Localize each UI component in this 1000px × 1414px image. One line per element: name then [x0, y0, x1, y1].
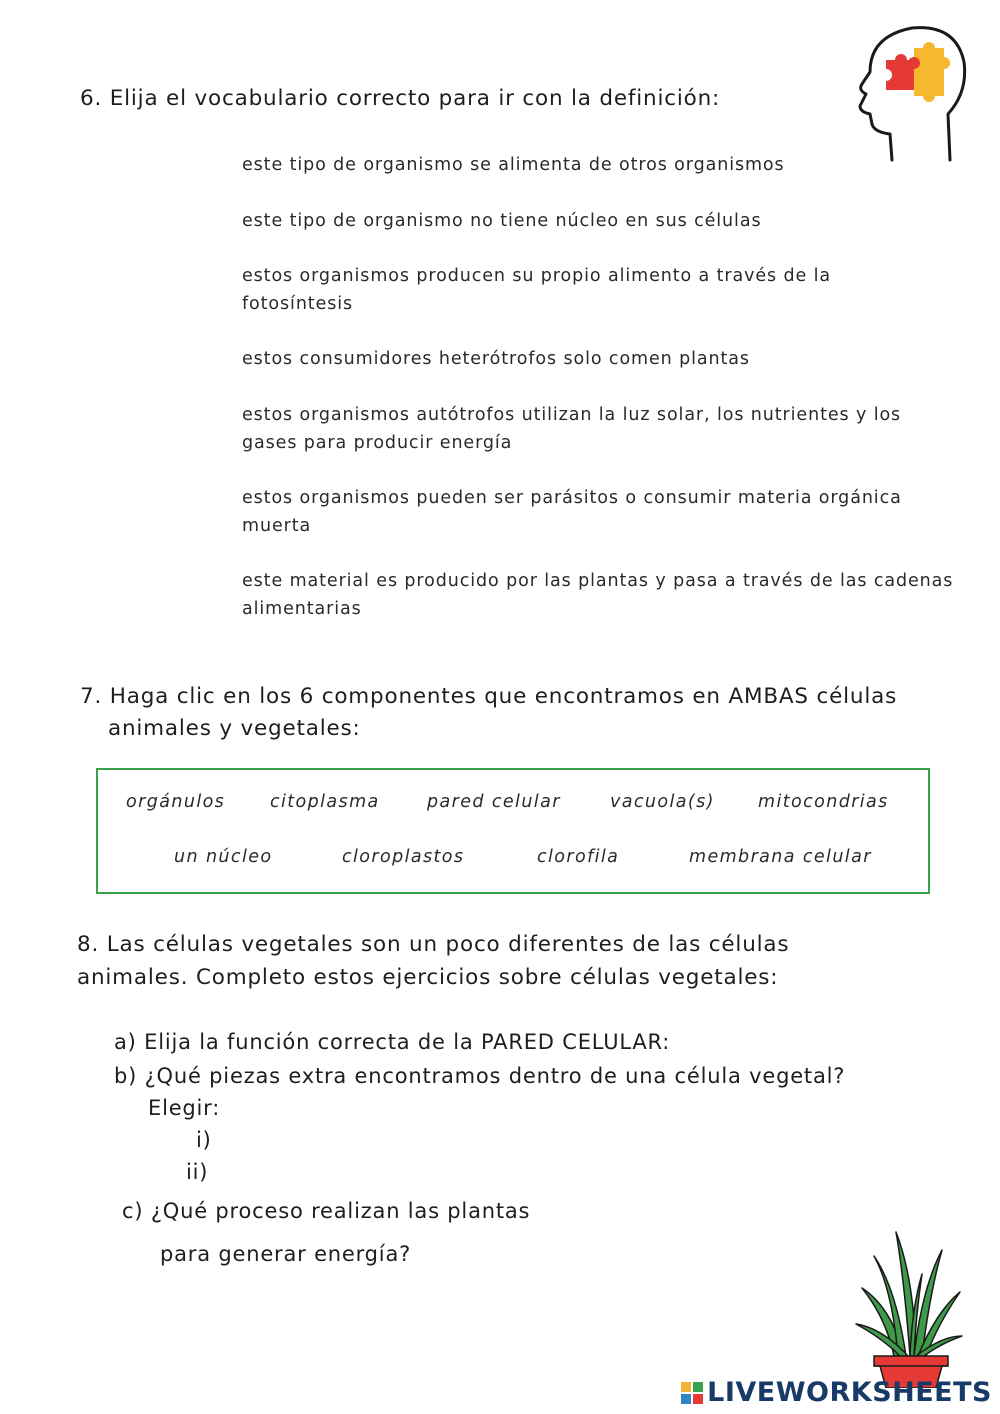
definition-1: este tipo de organismo se alimenta de otros organismos — [242, 155, 785, 175]
q8-title-line2: animales. Completo estos ejercicios sobre células vegetales: — [77, 965, 779, 990]
option-citoplasma[interactable]: citoplasma — [270, 792, 380, 812]
q8-b-choose: Elegir: — [148, 1096, 221, 1120]
option-mitocondrias[interactable]: mitocondrias — [758, 792, 889, 812]
liveworksheets-wordmark: LIVEWORKSHEETS — [707, 1377, 992, 1408]
definition-5: estos organismos autótrofos utilizan la luz solar, los nutrientes y los gases para producir energía — [242, 405, 902, 453]
q8-title-line1: 8. Las células vegetales son un poco diferentes de las células — [77, 932, 790, 957]
option-un-nucleo[interactable]: un núcleo — [174, 847, 273, 867]
q8-c-line2: para generar energía? — [160, 1242, 412, 1266]
option-vacuolas[interactable]: vacuola(s) — [610, 792, 715, 812]
option-organulos[interactable]: orgánulos — [126, 792, 226, 812]
head-puzzle-icon — [852, 22, 970, 162]
liveworksheets-mark-icon — [681, 1382, 703, 1404]
definition-7: este material es producido por las plantas y pasa a través de las cadenas alimentarias — [242, 571, 954, 619]
q7-title-line1: 7. Haga clic en los 6 componentes que encontramos en AMBAS células — [80, 684, 898, 709]
q8-b-i: i) — [196, 1128, 212, 1152]
definition-2: este tipo de organismo no tiene núcleo en sus células — [242, 211, 762, 231]
q6-title: 6. Elija el vocabulario correcto para ir con la definición: — [80, 86, 721, 111]
definition-4: estos consumidores heterótrofos solo comen plantas — [242, 349, 750, 369]
liveworksheets-logo — [681, 1377, 992, 1408]
components-box — [96, 768, 930, 894]
option-clorofila[interactable]: clorofila — [537, 847, 620, 867]
q8-c-line1: c) ¿Qué proceso realizan las plantas — [122, 1199, 531, 1223]
q8-a: a) Elija la función correcta de la PARED CELULAR: — [114, 1030, 671, 1054]
option-membrana-celular[interactable]: membrana celular — [689, 847, 872, 867]
q8-b: b) ¿Qué piezas extra encontramos dentro de una célula vegetal? — [114, 1064, 846, 1088]
option-pared-celular[interactable]: pared celular — [427, 792, 561, 812]
q8-b-ii: ii) — [186, 1160, 209, 1184]
definition-6: estos organismos pueden ser parásitos o consumir materia orgánica muerta — [242, 488, 902, 536]
potted-plant-icon — [852, 1228, 964, 1388]
q7-title-line2: animales y vegetales: — [108, 716, 361, 741]
option-cloroplastos[interactable]: cloroplastos — [342, 847, 465, 867]
definition-3: estos organismos producen su propio alimento a través de la fotosíntesis — [242, 266, 832, 314]
